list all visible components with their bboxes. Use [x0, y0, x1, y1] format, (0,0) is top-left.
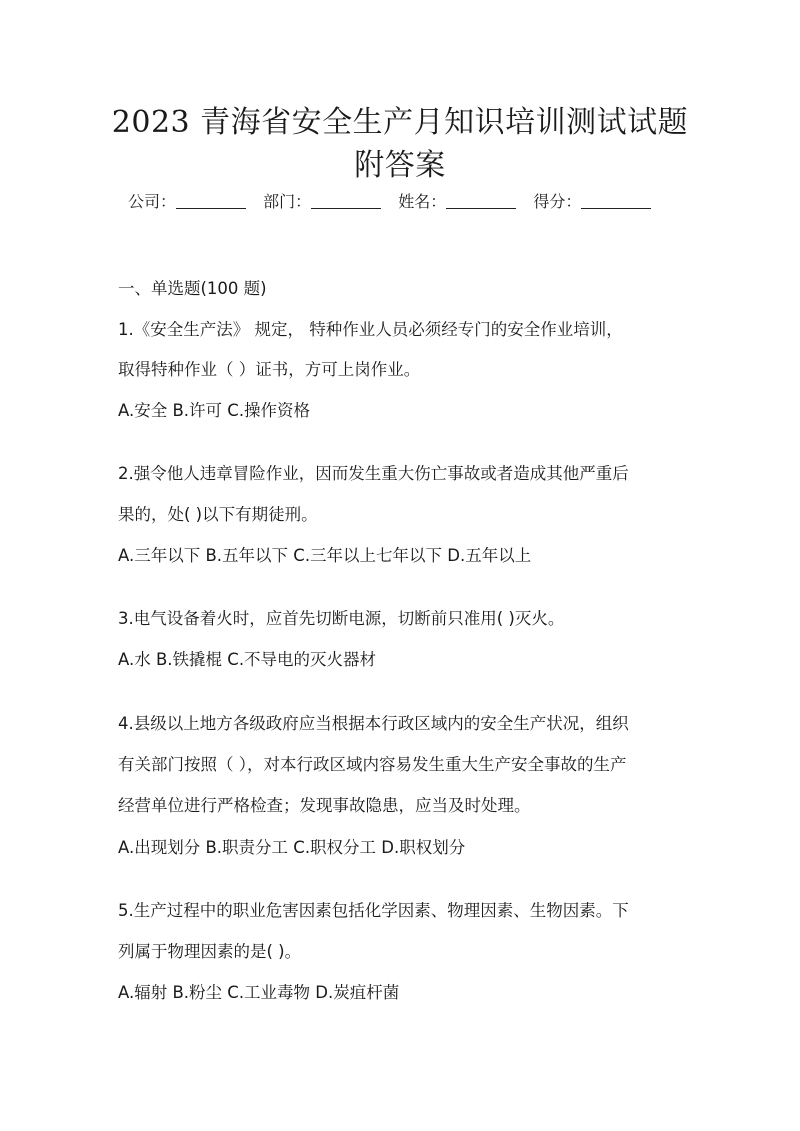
department-field: [263, 191, 381, 213]
company-field: [128, 191, 246, 213]
question-1-options: A.安全 B.许可 C.操作资格: [118, 401, 311, 420]
score-field: [533, 191, 651, 213]
name-label: 姓名：: [398, 192, 447, 211]
score-label: 得分：: [533, 192, 582, 211]
department-blank: [311, 192, 381, 209]
department-label: 部门：: [263, 192, 312, 211]
question-3-line-1: 3.电气设备着火时，应首先切断电源，切断前只准用( )灭火。: [118, 609, 565, 628]
question-5-options: A.辐射 B.粉尘 C.工业毒物 D.炭疽杆菌: [118, 983, 400, 1002]
document-title-line-1: 2023 青海省安全生产月知识培训测试试题: [111, 105, 689, 140]
name-field: [398, 191, 516, 213]
question-4-line-2: 有关部门按照（ ），对本行政区域内容易发生重大生产安全事故的生产: [118, 755, 627, 774]
question-5-line-1: 5.生产过程中的职业危害因素包括化学因素、物理因素、生物因素。下: [118, 901, 629, 920]
question-2-line-2: 果的，处( )以下有期徒刑。: [118, 505, 318, 524]
question-1-line-2: 取得特种作业（ ）证书，方可上岗作业。: [118, 360, 421, 379]
question-1-line-1: 1.《安全生产法》 规定， 特种作业人员必须经专门的安全作业培训，: [118, 320, 623, 339]
question-2-options: A.三年以下 B.五年以下 C.三年以上七年以下 D.五年以上: [118, 546, 532, 565]
company-blank: [176, 192, 246, 209]
question-2-line-1: 2.强令他人违章冒险作业，因而发生重大伤亡事故或者造成其他严重后: [118, 464, 629, 483]
question-5-line-2: 列属于物理因素的是( )。: [118, 942, 302, 961]
question-3-options: A.水 B.铁撬棍 C.不导电的灭火器材: [118, 650, 377, 669]
question-4-line-1: 4.县级以上地方各级政府应当根据本行政区域内的安全生产状况，组织: [118, 714, 629, 733]
name-blank: [446, 192, 516, 209]
question-4-options: A.出现划分 B.职责分工 C.职权分工 D.职权划分: [118, 838, 466, 857]
score-blank: [581, 192, 651, 209]
question-4-line-3: 经营单位进行严格检查；发现事故隐患，应当及时处理。: [118, 796, 531, 815]
section-heading: 一、单选题(100 题): [118, 279, 267, 298]
company-label: 公司：: [128, 192, 177, 211]
document-title-line-2: 附答案: [354, 148, 446, 183]
info-fields-row: [128, 191, 688, 213]
